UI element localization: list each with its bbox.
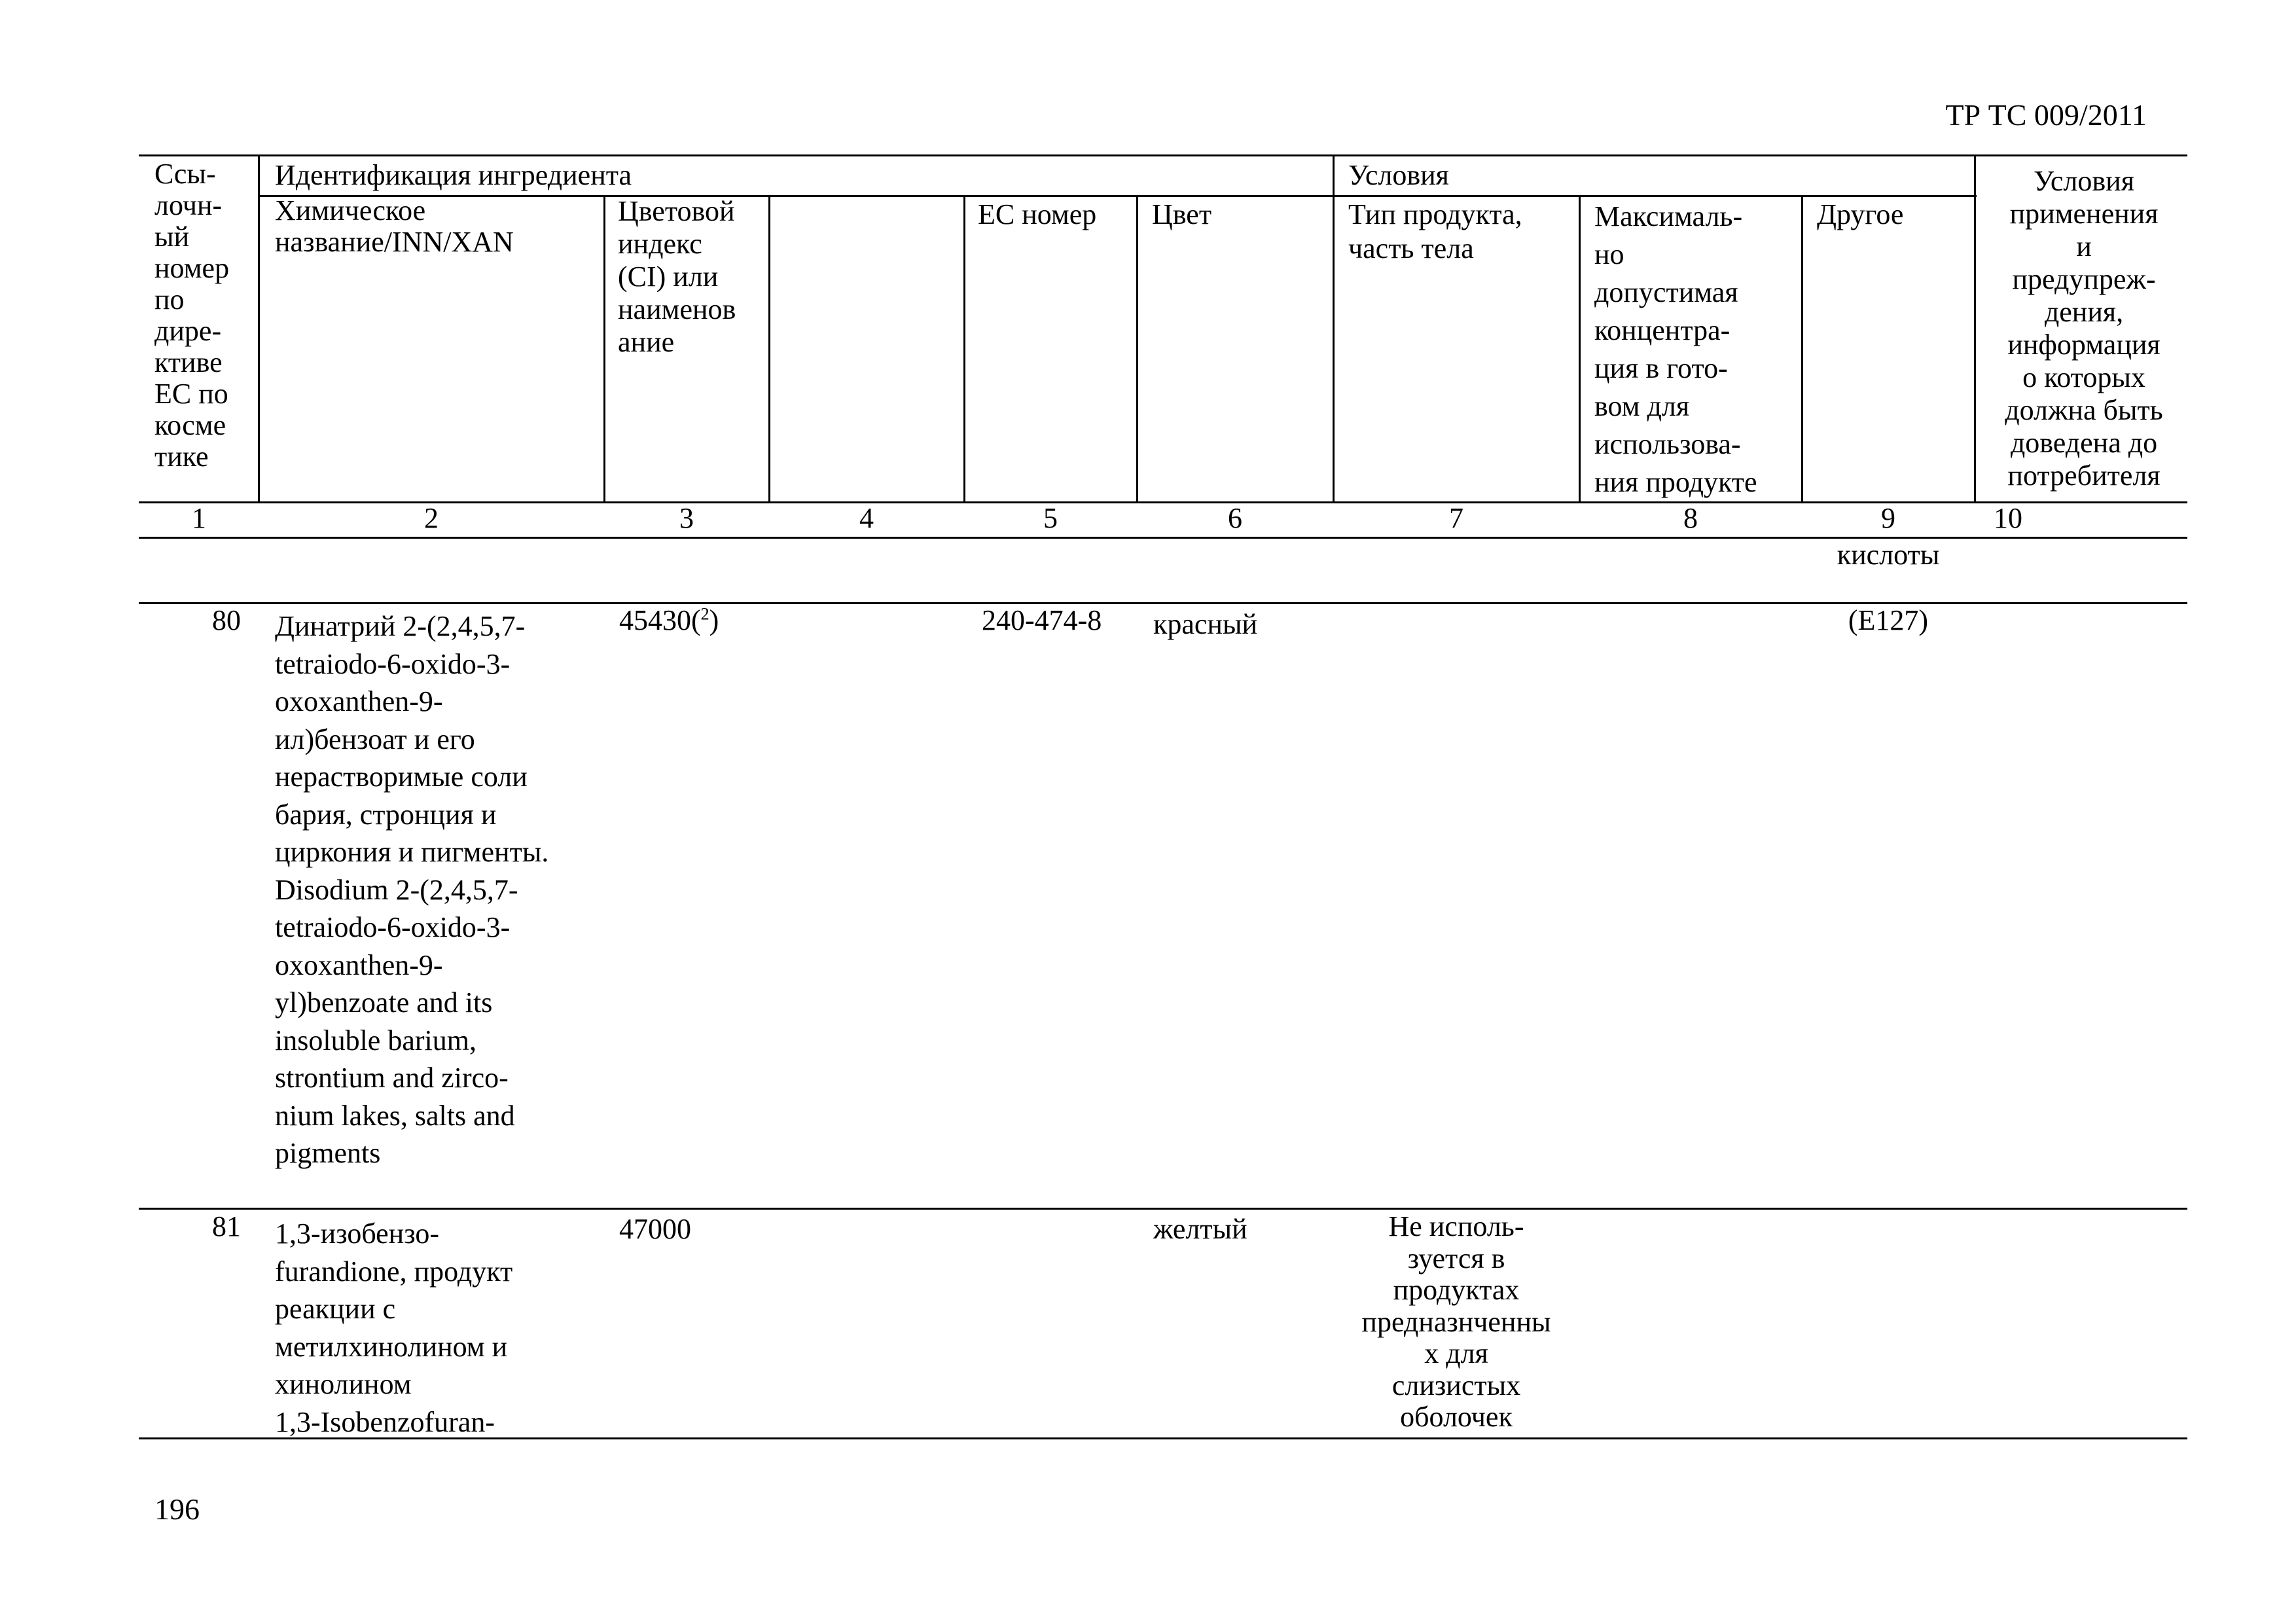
- row-product-type: Не исполь- зуется в продуктах предназнченны х для слизистых оболочек: [1361, 1210, 1551, 1433]
- header-group-identification: Идентификация ингредиента: [275, 159, 632, 191]
- header-ci-index: Цветовой индекс (CI) или наименов ание: [618, 195, 736, 358]
- column-number-2: 2: [424, 502, 439, 534]
- header-ec-number: EC номер: [978, 198, 1097, 230]
- row-ci-index: 47000: [619, 1213, 691, 1245]
- column-number-5: 5: [1043, 502, 1058, 534]
- header-product-type: Тип продукта, часть тела: [1348, 198, 1522, 264]
- document-header: ТР ТС 009/2011: [1945, 98, 2147, 132]
- column-number-4: 4: [859, 502, 874, 534]
- header-ref-number: Ссы- лочн- ый номер по дире- ктиве ЕС по косме тике: [154, 158, 230, 473]
- row-ref-number: 80: [212, 604, 241, 636]
- column-number-8: 8: [1683, 502, 1698, 534]
- column-number-9: 9: [1881, 502, 1895, 534]
- row-ref-number: 81: [212, 1210, 241, 1242]
- column-number-7: 7: [1449, 502, 1463, 534]
- ci-index-close: ): [709, 604, 719, 636]
- ci-footnote-marker: 2: [700, 604, 709, 624]
- header-color: Цвет: [1152, 198, 1212, 230]
- row-ec-number: 240-474-8: [982, 604, 1102, 636]
- row-chemical-name: 1,3-изобензо- furandione, продукт реакции с метилхинолином и хинолином 1,3-Isobenzofuran-: [275, 1218, 513, 1438]
- column-number-1: 1: [192, 502, 206, 534]
- header-other: Другое: [1817, 198, 1904, 230]
- header-group-conditions: Условия: [1348, 159, 1449, 191]
- row-other: (E127): [1848, 604, 1929, 636]
- page-number: 196: [154, 1492, 200, 1526]
- row-color: красный: [1153, 608, 1258, 640]
- row-ci-index: [619, 604, 763, 638]
- column-number-6: 6: [1228, 502, 1242, 534]
- header-conditions-warnings: Условия применения и предупреж- дения, информация о которых должна быть доведена до потребителя: [2005, 165, 2163, 492]
- row-color: желтый: [1153, 1213, 1247, 1245]
- column-number-3: 3: [679, 502, 694, 534]
- header-max-concentration: Максималь- но допустимая концентра- ция в гото- вом для использова- ния продукте: [1594, 200, 1757, 498]
- row-chemical-name: Динатрий 2-(2,4,5,7- tetraiodo-6-oxido-3- oxoxanthen-9- ил)бензоат и его нерастворимые соли бария, стронция и циркония и пигменты. Disodium 2-(2,4,5,7- tetraiodo-6-oxido-3- oxoxanthen-9- yl)benzoate and its insoluble barium, strontium and zirco- nium lakes, salts and pigments: [275, 610, 549, 1169]
- column-number-10: 10: [1994, 502, 2022, 534]
- continuation-other-cell: кислоты: [1837, 539, 1940, 571]
- header-chemical-name: Химическое название/INN/XAN: [275, 194, 514, 258]
- ci-index-value: 45430(: [619, 604, 701, 636]
